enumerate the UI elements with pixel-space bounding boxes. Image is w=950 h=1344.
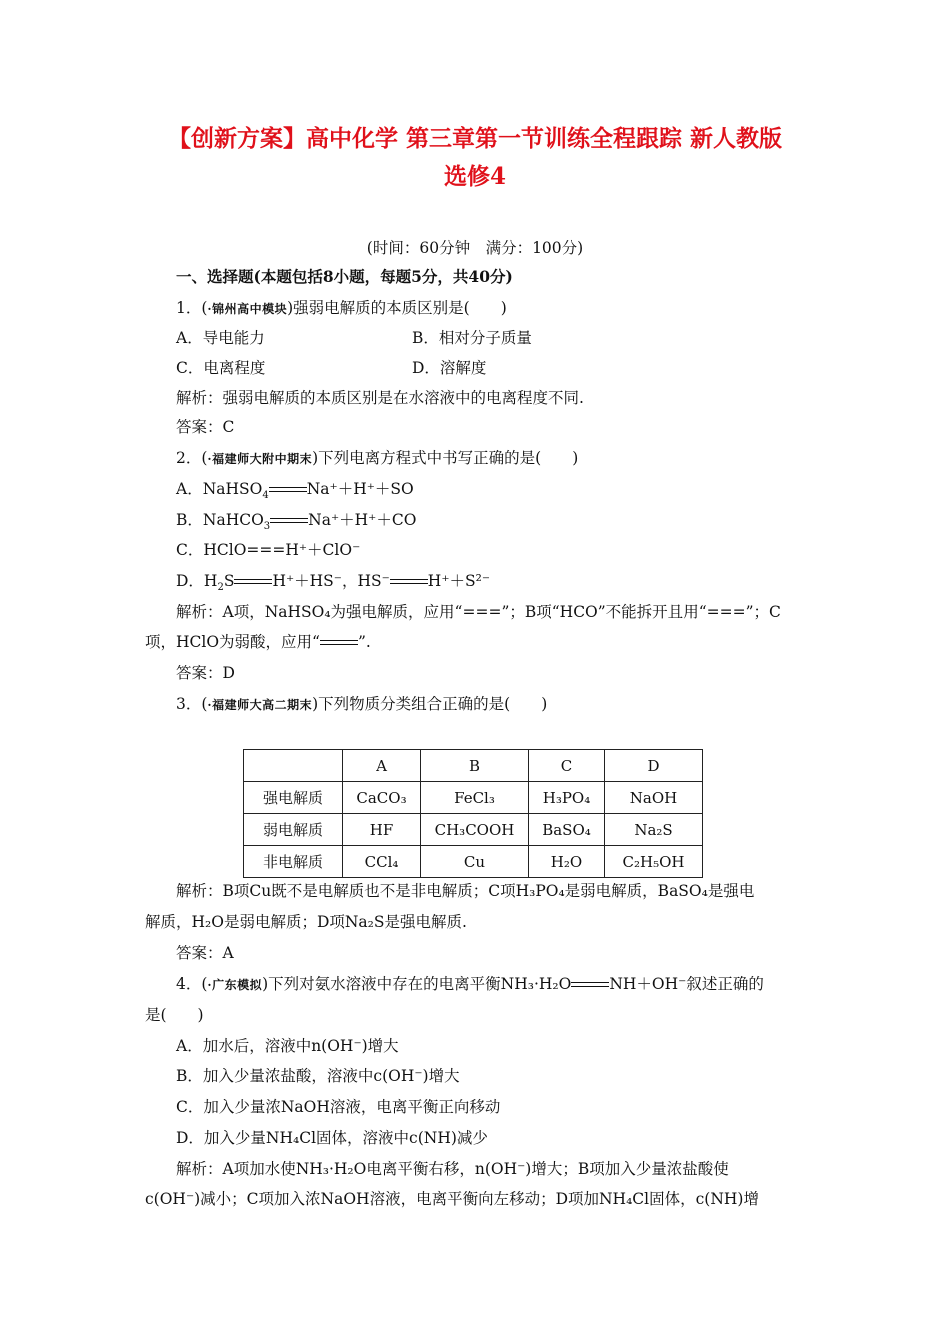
question-source: ·福建师大高二期末 [207, 698, 313, 712]
question-4-stem-cont: 是( ) [145, 1006, 204, 1024]
table-cell: CCl₄ [343, 846, 421, 878]
document-title-line1: 【创新方案】高中化学 第三章第一节训练全程跟踪 新人教版 [167, 125, 782, 152]
document-title-line2: 选修4 [443, 163, 506, 190]
question-2-answer: 答案：D [176, 664, 235, 682]
table-header-row [244, 750, 703, 782]
question-2-option-c: C．HClO===H⁺＋ClO⁻ [176, 541, 361, 559]
question-1-options-ab: A．导电能力 B．相对分子质量 [176, 329, 532, 347]
question-2-analysis-line1: 解析：A项，NaHSO₄为强电解质，应用“===”；B项“HCO”不能拆开且用“===”；C [176, 603, 781, 621]
equilibrium-arrow-icon [571, 981, 609, 989]
question-source: ·广东模拟 [207, 978, 263, 992]
classification-table [243, 749, 703, 878]
table-cell: D [605, 750, 703, 782]
question-4-stem: 4．(·广东模拟)下列对氨水溶液中存在的电离平衡NH₃·H₂O NH＋OH⁻叙述正确的 [176, 975, 764, 993]
question-2-option-d: D．$H_2S$ H⁺＋HS⁻，HS⁻ H⁺＋S²⁻ [176, 572, 491, 594]
question-source: ·福建师大附中期末 [207, 452, 313, 466]
question-3-analysis-line2: 解质，H₂O是弱电解质；D项Na₂S是强电解质. [145, 913, 467, 931]
question-1-analysis: 解析：强弱电解质的本质区别是在水溶液中的电离程度不同. [176, 389, 584, 407]
table-cell: Cu [421, 846, 529, 878]
table-row [244, 782, 703, 814]
question-3-answer: 答案：A [176, 944, 234, 962]
table-cell: 弱电解质 [244, 814, 343, 846]
question-1-stem: 1．(·锦州高中模块)强弱电解质的本质区别是( ) [176, 299, 507, 317]
table-row [244, 846, 703, 878]
equilibrium-arrow-icon [390, 578, 428, 586]
table-cell: CH₃COOH [421, 814, 529, 846]
question-2-option-b: B．NaHCO$_3$ Na⁺＋H⁺＋CO [176, 511, 417, 533]
question-4-option-d: D．加入少量NH₄Cl固体，溶液中c(NH)减少 [176, 1129, 488, 1147]
table-cell: 非电解质 [244, 846, 343, 878]
question-4-option-b: B．加入少量浓盐酸，溶液中c(OH⁻)增大 [176, 1067, 460, 1085]
equilibrium-arrow-icon [270, 517, 308, 525]
question-4-option-a: A．加水后，溶液中n(OH⁻)增大 [176, 1037, 399, 1055]
question-4-option-c: C．加入少量浓NaOH溶液，电离平衡正向移动 [176, 1098, 501, 1116]
table-cell: H₂O [529, 846, 605, 878]
table-row [244, 814, 703, 846]
table-cell [244, 750, 343, 782]
question-3-analysis-line1: 解析：B项Cu既不是电解质也不是非电解质；C项H₃PO₄是弱电解质，BaSO₄是强电 [176, 882, 755, 900]
question-1-answer: 答案：C [176, 418, 235, 436]
table-cell: 强电解质 [244, 782, 343, 814]
question-3-stem: 3．(·福建师大高二期末)下列物质分类组合正确的是( ) [176, 695, 548, 713]
table-cell: C [529, 750, 605, 782]
question-4-analysis-line1: 解析：A项加水使NH₃·H₂O电离平衡右移，n(OH⁻)增大；B项加入少量浓盐酸使 [176, 1160, 729, 1178]
table-cell: H₃PO₄ [529, 782, 605, 814]
table-cell: CaCO₃ [343, 782, 421, 814]
table-cell: B [421, 750, 529, 782]
table-cell: A [343, 750, 421, 782]
question-2-option-a: A．NaHSO$_4$ Na⁺＋H⁺＋SO [176, 480, 414, 502]
question-4-analysis-line2: c(OH⁻)减小；C项加入浓NaOH溶液，电离平衡向左移动；D项加NH₄Cl固体，c(NH)增 [145, 1190, 759, 1208]
equilibrium-arrow-icon [269, 486, 307, 494]
table-cell: Na₂S [605, 814, 703, 846]
table-cell: HF [343, 814, 421, 846]
question-2-analysis-line2: 项，HClO为弱酸，应用“ ”. [145, 633, 371, 651]
table-cell: NaOH [605, 782, 703, 814]
section-heading: 一、选择题(本题包括8小题，每题5分，共40分) [176, 267, 513, 286]
question-2-stem: 2．(·福建师大附中期末)下列电离方程式中书写正确的是( ) [176, 449, 579, 467]
equilibrium-arrow-icon [320, 639, 358, 647]
exam-meta: (时间：60分钟 满分：100分) [366, 239, 584, 257]
question-source: ·锦州高中模块 [207, 302, 288, 316]
table-cell: BaSO₄ [529, 814, 605, 846]
table-cell: FeCl₃ [421, 782, 529, 814]
question-1-options-cd: C．电离程度 D．溶解度 [176, 359, 487, 377]
equilibrium-arrow-icon [234, 578, 272, 586]
table-cell: C₂H₅OH [605, 846, 703, 878]
